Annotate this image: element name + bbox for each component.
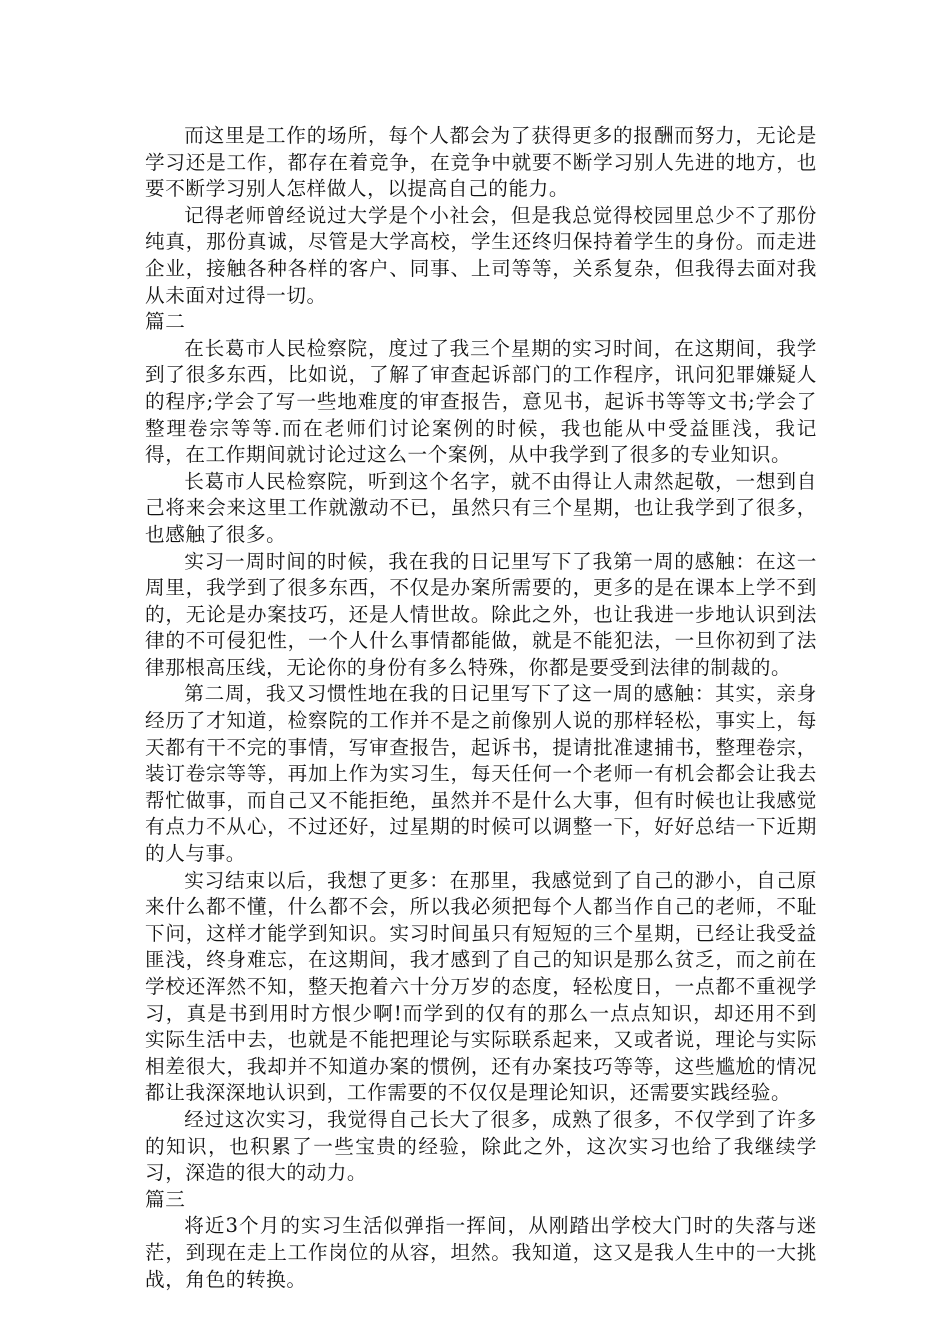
paragraph: 在长葛市人民检察院，度过了我三个星期的实习时间，在这期间，我学到了很多东西，比如说，了解了审查起诉部门的工作程序，讯问犯罪嫌疑人的程序;学会了写一些地难度的审查报告，意见书，起诉书等等文书;学会了整理卷宗等等.而在老师们讨论案例的时候，我也能从中受益匪浅，我记得，在工作期间就讨论过这么一个案例，从中我学到了很多的专业知识。: [145, 336, 817, 467]
paragraph: 长葛市人民检察院，听到这个名字，就不由得让人肃然起敬，一想到自己将来会来这里工作就激动不已，虽然只有三个星期，也让我学到了很多，也感触了很多。: [145, 469, 817, 546]
document-body: [145, 123, 817, 1293]
paragraph: 实习一周时间的时候，我在我的日记里写下了我第一周的感触：在这一周里，我学到了很多东西，不仅是办案所需要的，更多的是在课本上学不到的，无论是办案技巧，还是人情世故。除此之外，也让我进一步地认识到法律的不可侵犯性，一个人什么事情都能做，就是不能犯法，一旦你初到了法律那根高压线，无论你的身份有多么特殊，你都是要受到法律的制裁的。: [145, 549, 817, 679]
paragraph: 实习结束以后，我想了更多：在那里，我感觉到了自己的渺小，自己原来什么都不懂，什么都不会，所以我必须把每个人都当作自己的老师，不耻下问，这样才能学到知识。实习时间虽只有短短的三个星期，已经让我受益匪浅，终身难忘，在这期间，我才感到了自己的知识是那么贫乏，而之前在学校还浑然不知，整天抱着六十分万岁的态度，轻松度日，一点都不重视学习，真是书到用时方恨少啊!而学到的仅有的那么一点点知识，却还用不到实际生活中去，也就是不能把理论与实际联系起来，又或者说，理论与实际相差很大，我却并不知道办案的惯例，还有办案技巧等等，这些尴尬的情况都让我深深地认识到，工作需要的不仅仅是理论知识，还需要实践经验。: [145, 868, 817, 1105]
paragraph: 将近3个月的实习生活似弹指一挥间，从刚踏出学校大门时的失落与迷茫，到现在走上工作岗位的从容，坦然。我知道，这又是我人生中的一大挑战，角色的转换。: [145, 1214, 817, 1291]
section-heading: 篇二: [145, 310, 186, 334]
section-heading: 篇三: [145, 1187, 186, 1211]
paragraph: 第二周，我又习惯性地在我的日记里写下了这一周的感触：其实，亲身经历了才知道，检察院的工作并不是之前像别人说的那样轻松，事实上，每天都有干不完的事情，写审查报告，起诉书，提请批准逮捕书，整理卷宗，装订卷宗等等，再加上作为实习生，每天任何一个老师一有机会都会让我去帮忙做事，而自己又不能拒绝，虽然并不是什么大事，但有时候也让我感觉有点力不从心，不过还好，过星期的时候可以调整一下，好好总结一下近期的人与事。: [145, 682, 817, 866]
paragraph: 而这里是工作的场所，每个人都会为了获得更多的报酬而努力，无论是学习还是工作，都存在着竞争，在竞争中就要不断学习别人先进的地方，也要不断学习别人怎样做人，以提高自己的能力。: [145, 124, 817, 201]
paragraph: 经过这次实习，我觉得自己长大了很多，成熟了很多，不仅学到了许多的知识，也积累了一些宝贵的经验，除此之外，这次实习也给了我继续学习，深造的很大的动力。: [145, 1107, 817, 1185]
paragraph: 记得老师曾经说过大学是个小社会，但是我总觉得校园里总少不了那份纯真，那份真诚，尽管是大学高校，学生还终归保持着学生的身份。而走进企业，接触各种各样的客户、同事、上司等等，关系复杂，但我得去面对我从未面对过得一切。: [145, 203, 817, 307]
